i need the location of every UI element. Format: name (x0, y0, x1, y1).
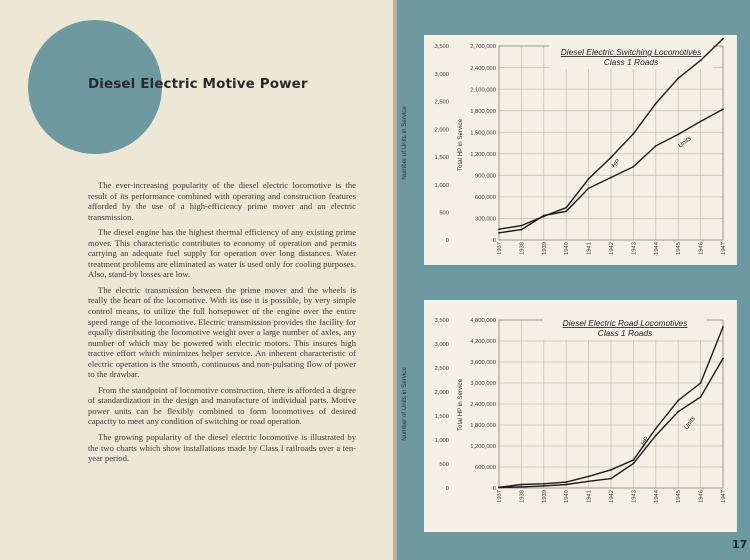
left-axis-tick-label: 0 (445, 238, 449, 245)
data-point-units (521, 229, 523, 231)
road-locomotives-chart (397, 280, 750, 540)
chart-title: Diesel Electric Switching Locomotives (560, 47, 702, 57)
data-point-units (722, 358, 724, 360)
right-axis-tick-label: 3,000,000 (470, 381, 496, 388)
right-axis-tick-label: 1,800,000 (470, 108, 496, 115)
data-point-hp (565, 481, 567, 483)
left-axis-tick-label: 3,000 (434, 71, 449, 78)
data-point-hp (722, 326, 724, 328)
left-axis-label: Number of Units in Service (401, 106, 408, 180)
data-point-units (498, 487, 500, 489)
paragraph: The electric transmission between the prime mover and the wheels is really the heart of the locomotive. With its use it is possible, by very simple control means, to utilize the full horsepower of the engine over the entire speed range of the locomotive. Electric transmission provides the facility for equally distributing the locomotive weight over a large number of axles, any number of which may be powered with electric motors. This insures high tractive effort which minimizes helper service. An inherent characteristic of electric operation is the smooth, continuous and non-pulsating flow of power to the drawbar. (88, 284, 356, 380)
data-point-units (700, 396, 702, 398)
data-point-hp (655, 103, 657, 105)
x-tick-label: 1937 (497, 490, 503, 503)
x-tick-label: 1943 (631, 490, 638, 503)
x-tick-label: 1945 (676, 242, 683, 255)
paragraph: The diesel engine has the highest thermal efficiency of any existing prime mover. This characteristic contributes to economy of operation and permits carrying an adequate fuel supply for operation over long distances. Water treatment problems are eliminated as water is used only for cooling purposes. Also, stand-by losses are low. (88, 227, 356, 280)
right-axis-tick-label: 4,200,000 (470, 339, 496, 346)
switching-locomotives-chart (397, 0, 750, 280)
data-point-units (543, 215, 545, 217)
left-axis-tick-label: 2,500 (434, 366, 449, 373)
x-tick-label: 1938 (519, 490, 526, 503)
x-tick-label: 1947 (721, 490, 727, 503)
data-point-units (633, 463, 635, 465)
data-point-hp (700, 59, 702, 61)
right-axis-tick-label: 0 (492, 238, 496, 245)
data-point-hp (633, 133, 635, 135)
right-axis-tick-label: 0 (492, 486, 496, 493)
data-point-hp (565, 207, 567, 209)
data-point-units (655, 145, 657, 147)
data-point-units (610, 478, 612, 480)
data-point-units (633, 166, 635, 168)
right-axis-tick-label: 4,800,000 (470, 318, 496, 325)
data-point-units (521, 486, 523, 488)
x-tick-label: 1940 (564, 242, 571, 255)
x-tick-label: 1944 (653, 242, 660, 255)
left-axis-label: Number of Units in Service (401, 367, 408, 441)
x-tick-label: 1941 (586, 490, 593, 503)
right-axis-tick-label: 300,000 (475, 216, 496, 223)
data-point-units (722, 108, 724, 110)
data-point-hp (498, 228, 500, 230)
right-axis-tick-label: 2,700,000 (470, 44, 496, 51)
data-point-units (588, 480, 590, 482)
right-axis-tick-label: 600,000 (475, 195, 496, 202)
x-tick-label: 1942 (609, 490, 615, 503)
data-point-units (565, 484, 567, 486)
right-axis-tick-label: 2,400,000 (470, 402, 496, 409)
right-axis-tick-label: 1,200,000 (470, 151, 496, 158)
x-tick-label: 1937 (497, 242, 503, 255)
data-point-hp (521, 225, 523, 227)
left-axis-tick-label: 2,000 (434, 390, 449, 397)
left-axis-tick-label: 1,500 (434, 155, 449, 162)
right-axis-tick-label: 900,000 (475, 173, 496, 180)
left-axis-tick-label: 1,500 (434, 414, 449, 421)
data-point-units (610, 177, 612, 179)
paragraph: The growing popularity of the diesel electric locomotive is illustrated by the two charts which show installations made by Class I railroads over a ten-year period. (88, 432, 356, 464)
data-point-units (543, 485, 545, 487)
data-point-units (588, 187, 590, 189)
right-axis-tick-label: 1,500,000 (470, 130, 496, 137)
data-point-units (498, 232, 500, 234)
x-tick-label: 1939 (541, 490, 548, 503)
chart-subtitle: Class 1 Roads (603, 57, 659, 67)
data-point-units (677, 411, 679, 413)
chart-subtitle: Class 1 Roads (597, 328, 653, 338)
data-point-units (677, 133, 679, 135)
left-axis-tick-label: 2,000 (434, 127, 449, 134)
series-annotation: Units (682, 415, 697, 432)
page-number: 17 (732, 538, 748, 551)
data-point-hp (722, 38, 724, 40)
x-tick-label: 1939 (541, 242, 548, 255)
data-point-hp (677, 77, 679, 79)
data-point-hp (633, 459, 635, 461)
left-axis-tick-label: 1,000 (434, 182, 449, 189)
data-point-hp (610, 156, 612, 158)
x-tick-label: 1942 (609, 242, 615, 255)
paragraph: The ever-increasing popularity of the diesel electric locomotive is the result of its performance combined with operating and construction features afforded by the use of a high-efficiency prime mover and an electric transmission. (88, 180, 356, 222)
right-axis-tick-label: 3,600,000 (470, 360, 496, 367)
right-axis-tick-label: 1,800,000 (470, 423, 496, 430)
x-tick-label: 1947 (721, 242, 727, 255)
series-annotation: HP (639, 435, 651, 448)
data-point-hp (543, 483, 545, 485)
left-axis-tick-label: 500 (439, 210, 449, 217)
x-tick-label: 1938 (519, 242, 526, 255)
x-tick-label: 1945 (676, 490, 683, 503)
left-axis-tick-label: 3,500 (434, 318, 449, 325)
x-tick-label: 1946 (698, 242, 705, 255)
x-tick-label: 1943 (631, 242, 638, 255)
left-axis-tick-label: 0 (445, 486, 449, 493)
series-annotation: HP (610, 158, 622, 170)
left-axis-tick-label: 3,000 (434, 342, 449, 349)
data-point-hp (655, 428, 657, 430)
x-tick-label: 1941 (586, 242, 593, 255)
series-annotation: Units (676, 135, 693, 150)
x-tick-label: 1946 (698, 490, 705, 503)
data-point-units (655, 435, 657, 437)
x-tick-label: 1940 (564, 490, 571, 503)
right-axis-tick-label: 2,100,000 (470, 87, 496, 94)
x-tick-label: 1944 (653, 490, 660, 503)
data-point-hp (521, 484, 523, 486)
data-point-hp (610, 469, 612, 471)
data-point-hp (588, 178, 590, 180)
data-point-hp (700, 382, 702, 384)
data-point-units (565, 210, 567, 212)
right-axis-label: Total HP in Service (457, 378, 464, 432)
body-text (88, 180, 356, 469)
right-axis-label: Total HP in Service (457, 118, 464, 172)
paragraph: From the standpoint of locomotive construction, there is afforded a degree of standardization in the design and manufacture of individual parts. Motive power units can be flexibly combined to form locomotives of desired capacity to meet any condition of switching or road operation. (88, 384, 356, 427)
left-axis-tick-label: 2,500 (434, 99, 449, 106)
chart-title: Diesel Electric Road Locomotives (562, 318, 688, 328)
left-axis-tick-label: 500 (439, 462, 449, 469)
data-point-units (700, 121, 702, 123)
data-point-hp (677, 400, 679, 402)
right-axis-tick-label: 600,000 (475, 465, 496, 472)
page-heading: Diesel Electric Motive Power (88, 76, 308, 92)
left-axis-tick-label: 3,500 (434, 44, 449, 51)
data-point-hp (588, 476, 590, 478)
left-axis-tick-label: 1,000 (434, 438, 449, 445)
right-axis-tick-label: 1,200,000 (470, 444, 496, 451)
right-axis-tick-label: 2,400,000 (470, 65, 496, 72)
